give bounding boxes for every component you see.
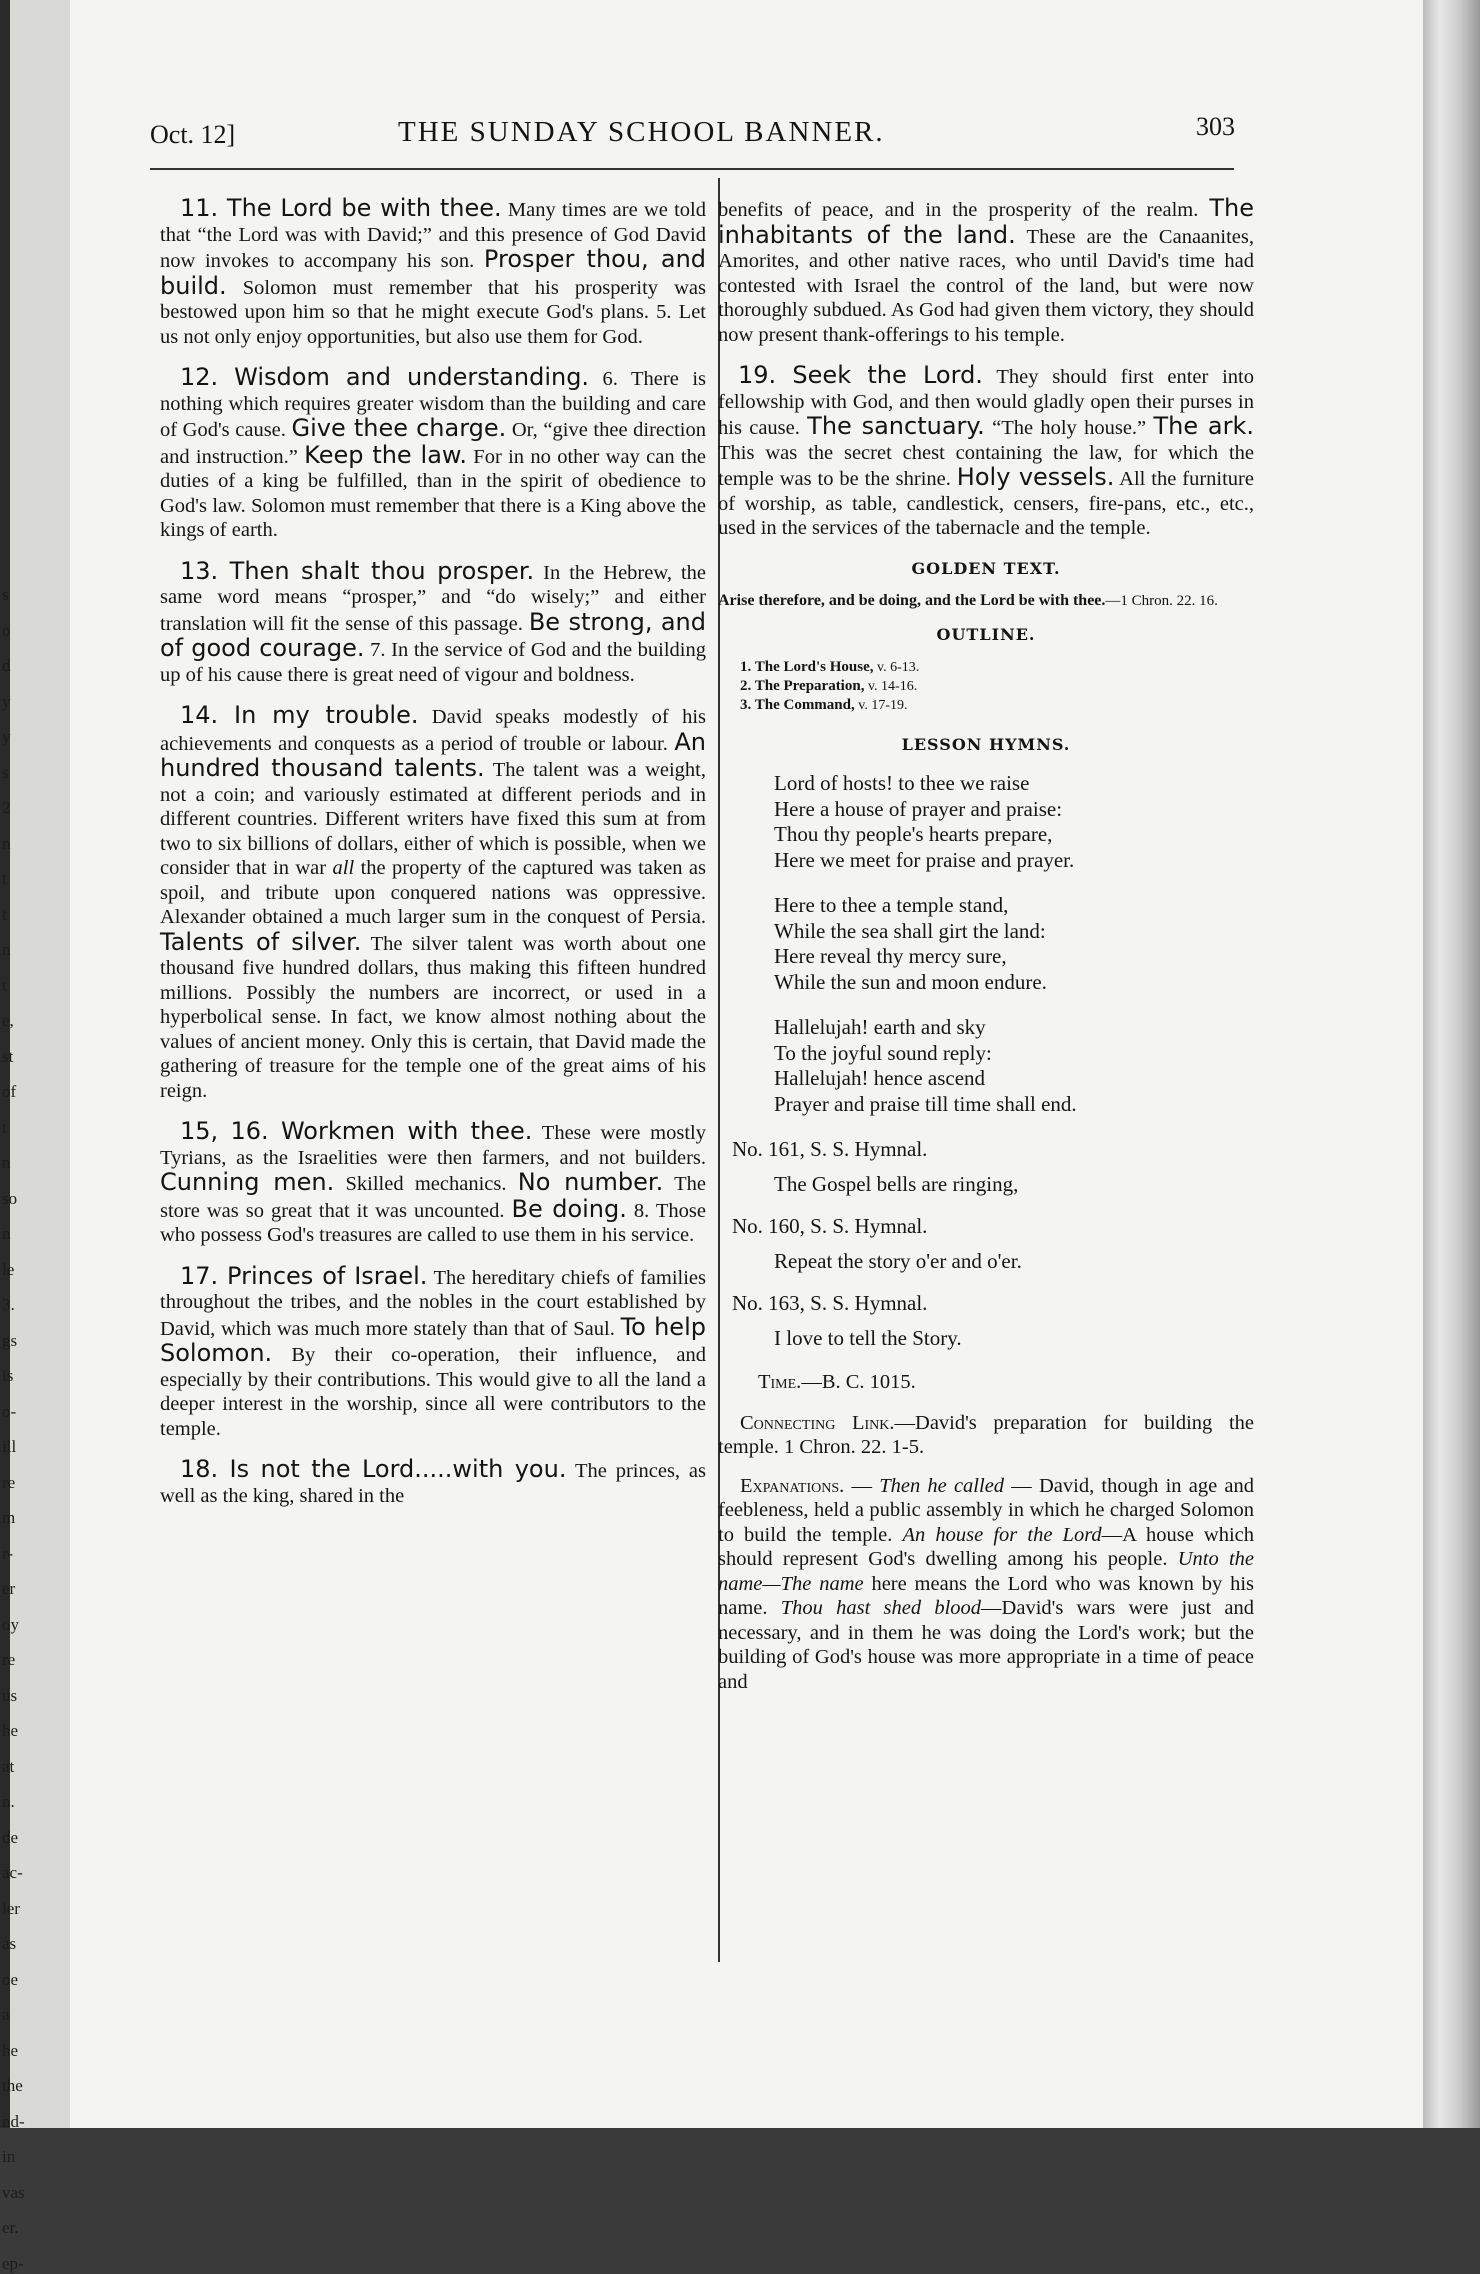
note-13: 13. Then shalt thou prosper. In the Hebrew, the same word means “prosper,” and “do wisely;” and either translation will fit the sense of this passage. Be strong, and of good courage. 7. In the service of God and the building up of his cause there is great need of vigour and boldness. <box>160 556 706 686</box>
gutter-fragment: y <box>2 727 11 746</box>
gutter-fragment: d <box>2 656 11 675</box>
page-edge <box>1423 0 1480 2128</box>
hymnal-title: Repeat the story o'er and o'er. <box>774 1248 1022 1273</box>
gutter-fragment: t <box>2 1118 7 1137</box>
gutter-fragment: n <box>2 834 11 853</box>
explanations: Expanations. — Then he called — David, though in age and feebleness, held a public assembly in which he charged Solomon to build the temple. An house for the Lord—A house which should represent God's dwelling among his people. Unto the name—The name here means the Lord who was known by his name. Thou hast shed blood—David's wars were just and necessary, and in them he was doing the Lord's work; but the building of God's house was more appropriate in a time of peace and <box>718 1474 1255 1693</box>
note-heading: 11. The Lord be with thee. <box>180 194 502 222</box>
hymn-line: Hallelujah! earth and sky <box>774 1015 986 1039</box>
left-column <box>160 196 706 1524</box>
hymnal-number: No. 163, S. S. Hymnal. <box>732 1291 928 1315</box>
note-15-16: 15, 16. Workmen with thee. These were mostly Tyrians, as the Israelities were then farmers, and not builders. Cunning men. Skilled mechanics. No number. The store was so great that it was uncounted. Be doing. 8. Those who possess God's treasures are called to use them in his service. <box>160 1117 706 1246</box>
gutter-fragment: r- <box>2 1544 13 1563</box>
gutter-fragment: m <box>2 1508 16 1527</box>
gutter-fragment: 2 <box>2 798 11 817</box>
outline-item: 2. The Preparation, v. 14-16. <box>740 677 918 694</box>
hymn-line: While the sea shall girt the land: <box>774 918 1046 943</box>
page-number: 303 <box>1196 112 1235 141</box>
note-subheading: The sanctuary. <box>807 412 985 440</box>
note-subheading: Talents of silver. <box>160 927 362 956</box>
hymn-line: Thou thy people's hearts prepare, <box>774 822 1053 846</box>
right-column <box>718 196 1254 1694</box>
gutter-fragment: a <box>2 2005 10 2024</box>
outline-item: 1. The Lord's House, v. 6-13. <box>740 658 920 675</box>
gutter-fragment: de <box>2 1828 19 1847</box>
note-subheading: Be doing. <box>511 1194 627 1223</box>
hymn-line: To the joyful sound reply: <box>774 1040 992 1065</box>
gutter-fragment: s <box>2 585 9 604</box>
note-subheading: The inhabitants of the land. <box>718 194 1254 249</box>
gutter-fragment: t <box>2 976 7 995</box>
previous-page-text-fragments <box>0 55 62 2273</box>
note-subheading: Keep the law. <box>304 440 467 469</box>
gutter-fragment: n. <box>2 1792 15 1811</box>
note-heading: 13. Then shalt thou prosper. <box>180 556 535 585</box>
header-date: Oct. 12] <box>150 120 236 149</box>
note-subheading: Give thee charge. <box>291 414 507 442</box>
hymn-line: Lord of hosts! to thee we raise <box>774 771 1030 795</box>
gutter-fragment: as <box>2 1934 17 1953</box>
hymn-line: Hallelujah! hence ascend <box>774 1066 986 1090</box>
note-11: 11. The Lord be with thee. Many times are we told that “the Lord was with David;” and this presence of God David now invokes to accompany his son. Prosper thou, and build. Solomon must remember that his prosperity was bestowed upon him so that he might execute God's plans. 5. Let us not only enjoy opportunities, but also use them for God. <box>160 194 707 348</box>
gutter-fragment: 3. <box>2 1295 15 1314</box>
gutter-fragment: nd- <box>2 2112 25 2131</box>
gutter-fragment: gs <box>2 1331 18 1350</box>
gutter-fragment: t <box>2 869 7 888</box>
note-subheading: Cunning men. <box>160 1168 335 1196</box>
note-heading: 14. In my trouble. <box>180 701 419 729</box>
gutter-fragment: in <box>2 2147 16 2166</box>
gutter-fragment: t <box>2 905 7 924</box>
gutter-fragment: at <box>2 1757 15 1776</box>
header-rule <box>150 168 1234 170</box>
golden-text-heading: GOLDEN TEXT. <box>911 558 1061 578</box>
note-subheading: To help Solomon. <box>160 1312 706 1367</box>
gutter-fragment: o- <box>2 1402 17 1421</box>
outline-item: 3. The Command, v. 17-19. <box>740 696 908 713</box>
lesson-time: Time.—B. C. 1015. <box>758 1371 916 1393</box>
gutter-fragment: ill <box>2 1437 17 1456</box>
note-heading: 17. Princes of Israel. <box>180 1261 428 1290</box>
hymn-line: Here reveal thy mercy sure, <box>774 944 1007 968</box>
gutter-fragment: oe <box>2 1970 19 1989</box>
note-subheading: An hundred thousand talents. <box>160 727 706 782</box>
gutter-fragment: oy <box>2 1615 19 1634</box>
hymn-line: Here a house of prayer and praise: <box>774 796 1063 821</box>
note-subheading: Be strong, and of good courage. <box>160 607 706 662</box>
hymnal-title: I love to tell the Story. <box>774 1325 962 1350</box>
gutter-fragment: he <box>2 2041 19 2060</box>
gutter-fragment: he <box>2 1721 19 1740</box>
note-12: 12. Wisdom and understanding. 6. There is nothing which requires greater wisdom than the building and care of God's cause. Give thee charge. Or, “give thee direction and instruction.” Keep the law. For in no other way can the duties of a king be fulfilled, than in the spirit of obedience to God's law. Solomon must remember that there is a King above the kings of earth. <box>160 363 706 541</box>
hymn-stanza <box>774 771 1254 873</box>
gutter-fragment: the <box>2 2076 23 2095</box>
outline-heading: OUTLINE. <box>936 625 1036 644</box>
gutter-fragment: re <box>2 1650 16 1669</box>
gutter-fragment: is <box>2 1366 14 1385</box>
hymn-line: Here we meet for praise and prayer. <box>774 847 1075 872</box>
hymn-line: Here to thee a temple stand, <box>774 893 1009 917</box>
gutter-fragment: so <box>2 1189 18 1208</box>
golden-text: Arise therefore, and be doing, and the Lord be with thee.—1 Chron. 22. 16. <box>718 592 1218 609</box>
header-title: THE SUNDAY SCHOOL BANNER. <box>398 116 885 148</box>
gutter-fragment: ac- <box>2 1863 23 1882</box>
note-heading: 18. Is not the Lord.....with you. <box>180 1455 567 1483</box>
lesson-hymns-heading: LESSON HYMNS. <box>901 734 1071 754</box>
hymn-line: While the sun and moon endure. <box>774 969 1047 994</box>
note-heading: 12. Wisdom and understanding. <box>180 363 590 391</box>
hymn-stanza <box>774 1015 1254 1117</box>
note-subheading: Prosper thou, and build. <box>160 245 707 300</box>
gutter-fragment: s <box>2 763 9 782</box>
outline-list <box>718 658 1254 715</box>
gutter-fragment: vas <box>2 2183 25 2202</box>
note-subheading: Holy vessels. <box>956 463 1115 491</box>
gutter-fragment: ep- <box>2 2254 24 2273</box>
note-continuation: benefits of peace, and in the prosperity of the realm. The inhabitants of the land. These are the Canaanites, Amorites, and other native races, who until David's time had contested with Israel the control of the land, but were now thoroughly subdued. As God had given them victory, they should now present thank-offerings to his temple. <box>718 194 1254 346</box>
note-subheading: The ark. <box>1153 412 1254 440</box>
gutter-fragment: er. <box>2 2218 19 2237</box>
gutter-fragment: ler <box>2 1899 20 1918</box>
gutter-fragment: y <box>2 692 11 711</box>
note-subheading: No number. <box>517 1168 664 1196</box>
hymn-line: Prayer and praise till time shall end. <box>774 1091 1077 1116</box>
gutter-fragment: re <box>2 1473 16 1492</box>
hymnal-title: The Gospel bells are ringing, <box>774 1171 1019 1196</box>
note-19: 19. Seek the Lord. They should first enter into fellowship with God, and then would gladly open their purses in his cause. The sanctuary. “The holy house.” The ark. This was the secret chest containing the law, for which the temple was to be the shrine. Holy vessels. All the furniture of worship, as table, candlestick, censers, fire-pans, etc., etc., used in the services of the tabernacle and the temple. <box>718 361 1255 539</box>
gutter-fragment: o <box>2 621 11 640</box>
gutter-fragment: n <box>2 940 11 959</box>
note-heading: 19. Seek the Lord. <box>738 361 983 389</box>
gutter-fragment: le <box>2 1260 15 1279</box>
gutter-fragment: er <box>2 1579 16 1598</box>
gutter-fragment: of <box>2 1082 17 1101</box>
note-18: 18. Is not the Lord.....with you. The princes, as well as the king, shared in the <box>160 1455 707 1507</box>
gutter-fragment: e, <box>2 1011 14 1030</box>
gutter-fragment: n <box>2 1153 11 1172</box>
note-14: 14. In my trouble. David speaks modestly of his achievements and conquests as a period of trouble or labour. An hundred thousand talents. The talent was a weight, not a coin; and variously estimated at different periods and in different countries. Different writers have fixed this sum at from two to six billions of dollars, either of which is possible, when we consider that in war all the property of the captured was taken as spoil, and tribute upon conquered nations was oppressive. Alexander obtained a much larger sum in the conquest of Persia. Talents of silver. The silver talent was worth about one thousand five hundred dollars, thus making this fifteen hundred millions. Possibly the numbers are incorrect, or used in a hyperbolical sense. In fact, we know almost nothing about the values of ancient money. Only this is certain, that David made the gathering of treasure for the temple one of the great aims of his reign. <box>160 701 706 1102</box>
note-heading: 15, 16. Workmen with thee. <box>180 1117 533 1145</box>
connecting-link: Connecting Link.—David's preparation for building the temple. 1 Chron. 22. 1-5. <box>718 1411 1254 1458</box>
note-17: 17. Princes of Israel. The hereditary chiefs of families throughout the tribes, and the nobles in the court established by David, which was much more stately than that of Saul. To help Solomon. By their co-operation, their influence, and especially by their contributions. This would give to all the land a deeper interest in the worship, since all were contributors to the temple. <box>160 1261 706 1440</box>
gutter-fragment: us <box>2 1686 18 1705</box>
gutter-fragment: st <box>2 1047 14 1066</box>
hymnal-number: No. 161, S. S. Hymnal. <box>732 1137 928 1161</box>
hymn-stanza <box>774 893 1254 995</box>
gutter-fragment: n <box>2 1224 11 1243</box>
hymnal-number: No. 160, S. S. Hymnal. <box>732 1214 928 1238</box>
